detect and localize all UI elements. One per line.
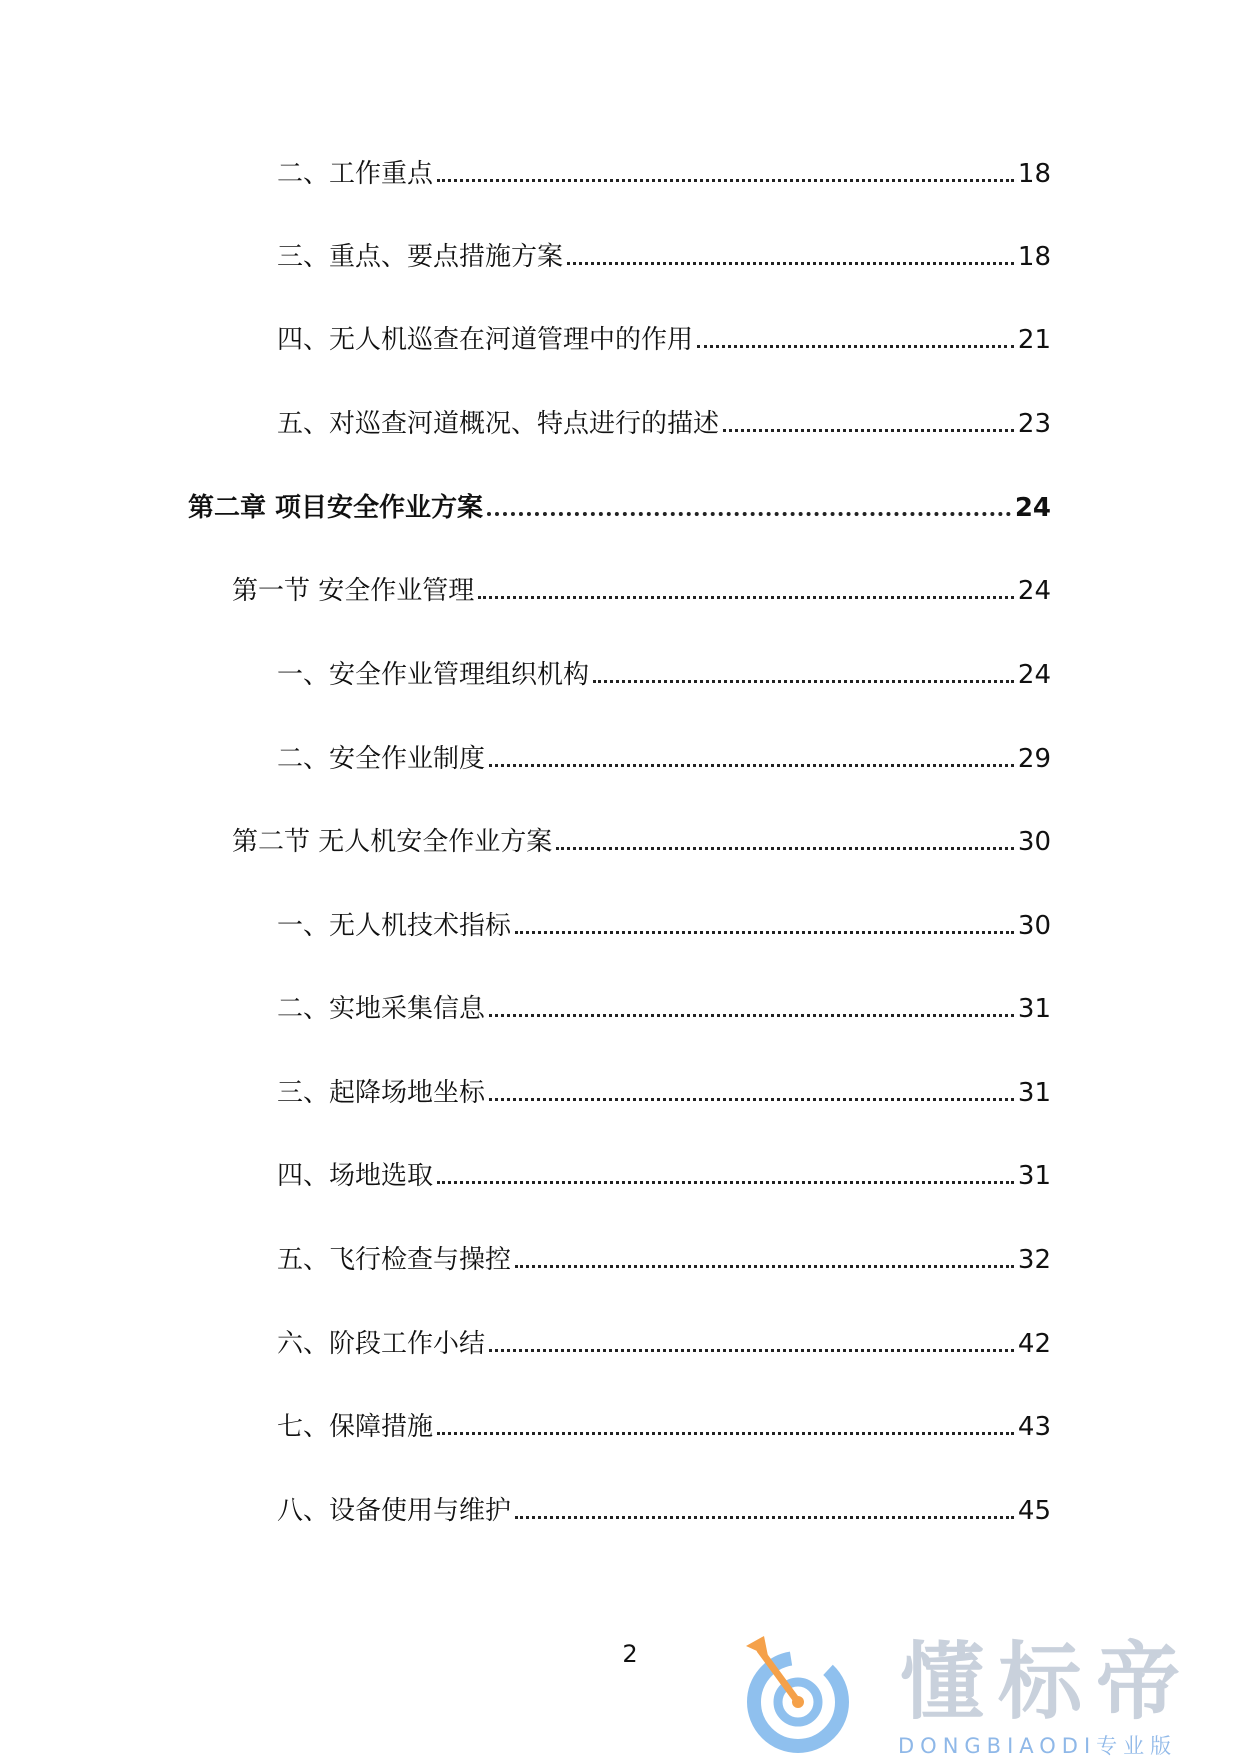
toc-entry-page: 30: [1017, 911, 1051, 941]
page-number: 2: [622, 1640, 638, 1668]
toc-entry-page: 42: [1017, 1329, 1051, 1359]
toc-dot-leader: [489, 1098, 1014, 1101]
toc-entry-page: 24: [1014, 493, 1051, 523]
toc-entry[interactable]: [277, 400, 1051, 440]
toc-dot-leader: [478, 596, 1014, 599]
toc-dot-leader: [489, 1014, 1014, 1017]
toc-entry-title: 六、阶段工作小结: [277, 1329, 486, 1359]
toc-entry-title: 二、工作重点: [277, 159, 434, 189]
toc-entry-title: 二、实地采集信息: [277, 994, 486, 1024]
toc-dot-leader: [593, 680, 1014, 683]
toc-dot-leader: [567, 262, 1014, 265]
toc-entry-title: 五、对巡查河道概况、特点进行的描述: [277, 409, 720, 439]
toc-chapter-entry[interactable]: [188, 484, 1051, 524]
toc-entry[interactable]: [277, 316, 1051, 356]
toc-entry-page: 30: [1017, 827, 1051, 857]
toc-entry-page: 31: [1017, 1161, 1051, 1191]
toc-entry-title: 三、重点、要点措施方案: [277, 242, 564, 272]
toc-entry-title: 八、设备使用与维护: [277, 1496, 512, 1526]
toc-dot-leader: [515, 1265, 1014, 1268]
watermark: [740, 1630, 1220, 1758]
toc-entry-title: 一、安全作业管理组织机构: [277, 660, 590, 690]
toc-dot-leader: [556, 847, 1014, 850]
toc-entry-title: 五、飞行检查与操控: [277, 1245, 512, 1275]
toc-entry[interactable]: [277, 651, 1051, 691]
toc-entry[interactable]: [277, 1320, 1051, 1360]
toc-entry-title: 二、安全作业制度: [277, 744, 486, 774]
toc-entry-page: 31: [1017, 994, 1051, 1024]
toc-entry[interactable]: [277, 150, 1051, 190]
toc-dot-leader: [487, 512, 1011, 516]
toc-entry[interactable]: [277, 233, 1051, 273]
toc-entry[interactable]: [277, 1403, 1051, 1443]
toc-dot-leader: [437, 179, 1014, 182]
toc-entry[interactable]: [277, 1487, 1051, 1527]
toc-entry-title: 第二章 项目安全作业方案: [188, 493, 484, 523]
toc-entry-page: 24: [1017, 576, 1051, 606]
toc-dot-leader: [437, 1181, 1014, 1184]
toc-entry-page: 21: [1017, 325, 1051, 355]
toc-dot-leader: [437, 1432, 1014, 1435]
toc-dot-leader: [515, 931, 1014, 934]
toc-entry-page: 29: [1017, 744, 1051, 774]
toc-dot-leader: [697, 345, 1014, 348]
toc-entry-title: 第一节 安全作业管理: [232, 576, 475, 606]
toc-entry-title: 第二节 无人机安全作业方案: [232, 827, 553, 857]
toc-entry[interactable]: [277, 902, 1051, 942]
toc-entry-page: 45: [1017, 1496, 1051, 1526]
toc-entry[interactable]: [277, 1236, 1051, 1276]
toc-entry-title: 三、起降场地坐标: [277, 1078, 486, 1108]
toc-entry-page: 24: [1017, 660, 1051, 690]
target-logo-icon: [740, 1630, 870, 1754]
toc-section-entry[interactable]: [232, 818, 1051, 858]
toc-entry-title: 一、无人机技术指标: [277, 911, 512, 941]
watermark-subtitle: DONGBIAODI专业版: [898, 1734, 1178, 1758]
toc-entry-title: 四、无人机巡查在河道管理中的作用: [277, 325, 694, 355]
toc-entry-page: 23: [1017, 409, 1051, 439]
watermark-brand: 懂标帝: [900, 1633, 1195, 1731]
toc-entry[interactable]: [277, 735, 1051, 775]
toc-dot-leader: [489, 764, 1014, 767]
toc-entry-page: 43: [1017, 1412, 1051, 1442]
toc-section-entry[interactable]: [232, 567, 1051, 607]
toc-entry[interactable]: [277, 985, 1051, 1025]
toc-entry-page: 32: [1017, 1245, 1051, 1275]
toc-entry[interactable]: [277, 1069, 1051, 1109]
toc-dot-leader: [489, 1349, 1014, 1352]
toc-entry-title: 四、场地选取: [277, 1161, 434, 1191]
toc-entry[interactable]: [277, 1152, 1051, 1192]
toc-dot-leader: [515, 1516, 1014, 1519]
toc-entry-page: 18: [1017, 242, 1051, 272]
toc-dot-leader: [723, 429, 1014, 432]
toc-entry-title: 七、保障措施: [277, 1412, 434, 1442]
toc-entry-page: 18: [1017, 159, 1051, 189]
toc-entry-page: 31: [1017, 1078, 1051, 1108]
